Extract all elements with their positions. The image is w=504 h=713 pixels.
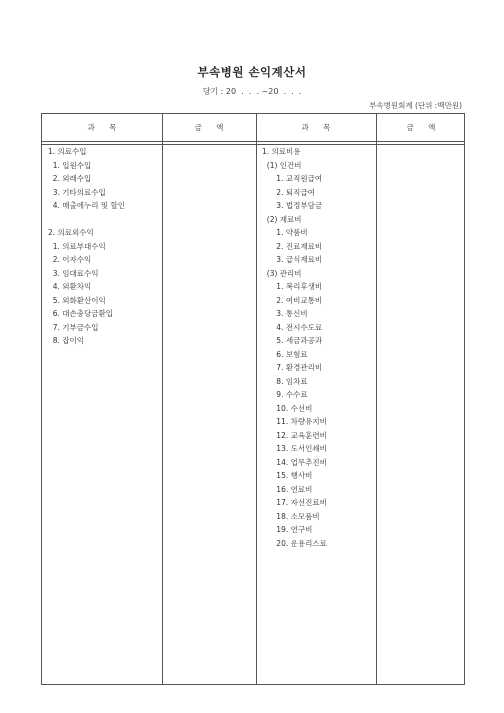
revenue-item-row: 4. 매출에누리 및 할인 [48,201,126,210]
expense-item-row: 12. 교육훈련비 [262,430,327,440]
expense-item-row: 14. 업무추진비 [262,457,327,467]
revenue-item-row: 2. 외래수입 [48,174,92,183]
expense-item-row: 7. 환경관리비 [262,363,323,372]
expense-item-row: (1) 인건비 [262,160,302,170]
revenue-item-row: 2. 이자수익 [48,255,92,264]
document-period: 당기 : 20 . . . ~20 . . . [202,87,302,96]
revenue-item-row: 1. 입원수입 [48,160,92,170]
header-subject-right: 과 목 [301,123,331,132]
expense-item-row: 8. 임차료 [262,376,308,386]
revenue-item-row: 4. 외환차익 [48,282,92,291]
expense-item-row: 9. 수수료 [262,390,308,399]
column-divider-3 [376,114,377,684]
expense-item-row: 3. 통신비 [262,309,308,318]
column-divider-1 [162,114,163,684]
expense-item-row: 18. 소모품비 [262,511,320,521]
revenue-item-row: 3. 임대료수익 [48,268,99,278]
expense-item-row: 3. 법정부담금 [262,201,323,210]
revenue-item-row [48,213,160,227]
expense-item-row: 1. 약품비 [262,228,308,237]
expense-item-row: 11. 차량유지비 [262,417,327,426]
expense-item-row: 16. 연료비 [262,484,313,494]
expense-item-row: 2. 여비교통비 [262,295,323,305]
expense-item-row: 1. 의료비용 [262,147,301,156]
expense-item-row: 1. 복리후생비 [262,282,323,291]
expense-item-row: 4. 전시수도료 [262,322,323,332]
income-statement-table [41,113,465,685]
expense-item-row: 3. 급식재료비 [262,255,323,264]
expense-item-row: (3) 관리비 [262,268,302,278]
column-divider-2 [256,114,257,684]
revenue-item-row: 6. 대손충당금환입 [48,309,114,318]
revenue-item-row: 3. 기타의료수입 [48,187,106,197]
revenue-item-row: 1. 의료수입 [48,147,87,156]
expense-item-row: 6. 보험료 [262,349,308,359]
expense-item-row: 19. 연구비 [262,525,313,534]
revenue-item-row: 1. 의료부대수익 [48,241,106,251]
expense-item-row: 13. 도서인쇄비 [262,444,327,453]
expense-item-row: 10. 수선비 [262,403,313,413]
header-subject-left: 과 목 [87,123,117,132]
revenue-item-row: 2. 의료외수익 [48,228,94,237]
expense-items-column [262,145,374,550]
expense-item-row: 1. 교직원급여 [262,174,323,183]
expense-item-row: 15. 행사비 [262,471,313,480]
expense-item-row: 20. 운용리스료 [262,538,327,548]
expense-item-row: 17. 자선진료비 [262,498,327,507]
expense-item-row: 2. 퇴직급여 [262,187,315,197]
revenue-item-row: 8. 잡이익 [48,336,85,345]
expense-item-row: (2) 재료비 [262,214,302,224]
header-divider [42,141,464,142]
expense-item-row: 5. 세금과공과 [262,336,323,345]
document-unit: 부속병원회계 (단위 :백만원) [369,101,462,110]
revenue-item-row: 5. 외화환산이익 [48,295,106,305]
header-amount-right: 금 액 [406,123,436,132]
revenue-items-column [48,145,160,348]
header-amount-left: 금 액 [194,123,224,132]
revenue-item-row: 7. 기부금수입 [48,322,99,332]
document-title: 부속병원 손익계산서 [197,65,307,79]
expense-item-row: 2. 진료재료비 [262,241,323,251]
